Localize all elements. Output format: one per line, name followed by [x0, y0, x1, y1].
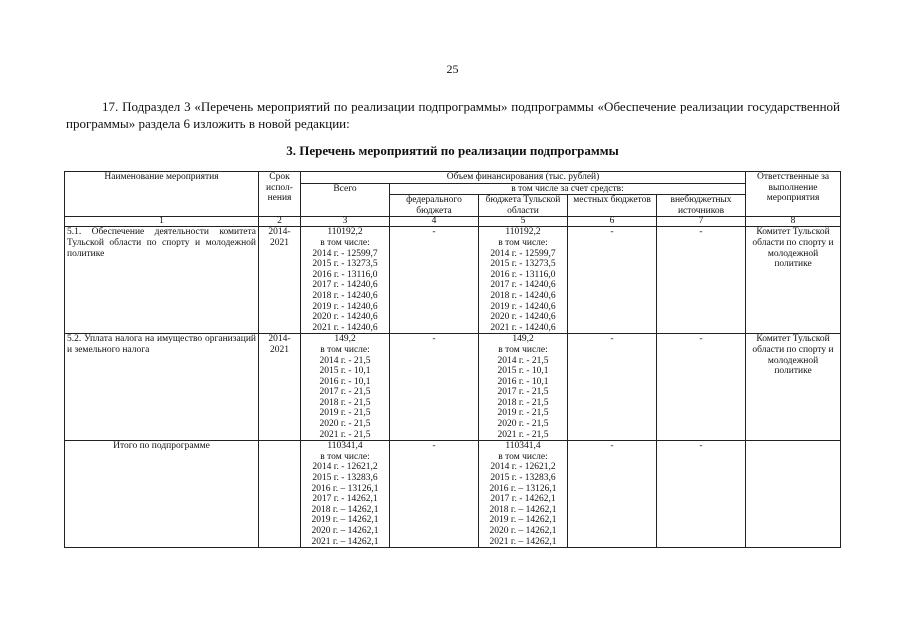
amount-line: 2015 г. - 13273,5 — [312, 259, 378, 270]
amount-line: в том числе: — [498, 451, 548, 462]
amount-line: 2017 г. - 14262,1 — [490, 494, 556, 505]
amount-line: 2015 г. - 13283,6 — [312, 473, 378, 484]
amount-line: 2018 г. - 21,5 — [497, 397, 549, 408]
amount-line: 2021 г. - 14240,6 — [490, 322, 556, 333]
amount-line: 2020 г. – 14262,1 — [489, 526, 557, 536]
amount-line: 2014 г. - 12599,7 — [312, 248, 378, 259]
amount-line: 2019 г. - 21,5 — [497, 408, 549, 419]
amount-line: 2018 г. - 14240,6 — [490, 290, 556, 301]
measure-name: 5.1. Обеспечение деятельности комитета Тульской области по спорту и молодежной политике — [65, 227, 259, 334]
amount-line: 2021 г. - 21,5 — [319, 429, 371, 440]
table-row-total — [65, 441, 841, 548]
amount-line: 149,2 — [512, 334, 534, 345]
amount-line: 2017 г. - 14240,6 — [490, 280, 556, 291]
amount-line: 2014 г. - 21,5 — [319, 355, 371, 366]
page-number: 25 — [446, 62, 459, 76]
header-financing: Объем финансирования (тыс. рублей) — [301, 172, 746, 184]
measure-name: 5.2. Уплата налога на имущество организаций и земельного налога — [65, 334, 259, 441]
col-number: 4 — [390, 217, 479, 227]
amount-line: 2017 г. - 21,5 — [497, 387, 549, 398]
amount-line: 2021 г. - 21,5 — [497, 429, 549, 440]
amount-line: 149,2 — [334, 334, 356, 345]
amount-line: 2016 г. - 10,1 — [497, 376, 549, 387]
amount-line: 110192,2 — [327, 227, 363, 238]
amount-line: 2014 г. - 12621,2 — [490, 462, 556, 473]
measure-total — [301, 441, 390, 548]
amount-line: 2020 г. - 21,5 — [319, 419, 371, 430]
amount-line: 2014 г. - 12621,2 — [312, 462, 378, 473]
measure-name: Итого по подпрограмме — [65, 441, 259, 548]
amount-line: в том числе: — [498, 237, 548, 248]
amount-line: 2019 г. - 14240,6 — [312, 301, 378, 312]
measure-responsible: Комитет Тульской области по спорту и молодежной политике — [746, 334, 841, 441]
measure-regional — [479, 441, 568, 548]
col-number: 6 — [568, 217, 657, 227]
amount-line: 2020 г. - 14240,6 — [312, 312, 378, 323]
measure-federal: - — [390, 227, 479, 334]
amount-line: 2017 г. - 14262,1 — [312, 494, 378, 505]
header-regional: бюджета Тульской области — [479, 195, 568, 217]
table-row — [65, 227, 841, 334]
amount-line: 2017 г. - 14240,6 — [312, 280, 378, 291]
measure-federal: - — [390, 334, 479, 441]
col-number: 3 — [301, 217, 390, 227]
table-row — [65, 334, 841, 441]
measures-table — [64, 171, 841, 548]
amount-line: 2016 г. - 13116,0 — [312, 269, 378, 280]
header-incl-sources: в том числе за счет средств: — [390, 183, 746, 195]
amount-line: 2019 г. - 14240,6 — [490, 301, 556, 312]
measure-responsible — [746, 441, 841, 548]
header-row-1 — [65, 172, 841, 184]
amount-line: в том числе: — [320, 451, 370, 462]
measure-extra: - — [657, 334, 746, 441]
amount-line: 2018 г. - 14240,6 — [312, 290, 378, 301]
amount-line: 2016 г. - 13116,0 — [490, 269, 556, 280]
measure-total — [301, 334, 390, 441]
measure-responsible: Комитет Тульской области по спорту и молодежной политике — [746, 227, 841, 334]
header-total: Всего — [301, 183, 390, 217]
col-number: 8 — [746, 217, 841, 227]
amount-line: 2020 г. – 14262,1 — [311, 526, 379, 536]
amount-line: 2015 г. - 13273,5 — [490, 259, 556, 270]
amount-line: 2021 г. – 14262,1 — [489, 536, 557, 547]
measure-federal: - — [390, 441, 479, 548]
measure-local: - — [568, 441, 657, 548]
amount-line: 2015 г. - 13283,6 — [490, 473, 556, 484]
column-number-row — [65, 217, 841, 227]
amount-line: 2016 г. - 10,1 — [319, 376, 371, 387]
amount-line: 2020 г. - 14240,6 — [490, 312, 556, 323]
col-number: 7 — [657, 217, 746, 227]
measure-total — [301, 227, 390, 334]
amount-line: 110341,4 — [327, 441, 363, 452]
col-number: 2 — [259, 217, 301, 227]
measure-term: 2014-2021 — [259, 227, 301, 334]
measure-regional — [479, 334, 568, 441]
measure-regional — [479, 227, 568, 334]
amount-line: 2019 г. – 14262,1 — [489, 515, 557, 526]
col-number: 5 — [479, 217, 568, 227]
amount-line: 2019 г. - 21,5 — [319, 408, 371, 419]
amount-line: в том числе: — [320, 237, 370, 248]
amount-line: 2018 г. - 21,5 — [319, 397, 371, 408]
amount-line: 2015 г. - 10,1 — [319, 366, 371, 377]
measure-term: 2014-2021 — [259, 334, 301, 441]
section-title: 3. Перечень мероприятий по реализации подпрограммы — [286, 143, 619, 158]
header-federal: федерального бюджета — [390, 195, 479, 217]
amount-line: 2020 г. - 21,5 — [497, 419, 549, 430]
header-responsible: Ответственные за выполнение мероприятия — [746, 172, 841, 217]
measure-extra: - — [657, 441, 746, 548]
amount-line: 2017 г. - 21,5 — [319, 387, 371, 398]
header-extra: внебюджетных источников — [657, 195, 746, 217]
amount-line: 2021 г. – 14262,1 — [311, 536, 379, 547]
amount-line: в том числе: — [320, 344, 370, 355]
amount-line: 2015 г. - 10,1 — [497, 366, 549, 377]
measure-local: - — [568, 227, 657, 334]
header-local: местных бюджетов — [568, 195, 657, 217]
measure-term — [259, 441, 301, 548]
header-term: Срок испол-нения — [259, 172, 301, 217]
amount-line: 2014 г. - 21,5 — [497, 355, 549, 366]
header-name: Наименование мероприятия — [65, 172, 259, 217]
amendment-paragraph: 17. Подраздел 3 «Перечень мероприятий по реализации подпрограммы» подпрограммы «Обеспечение реализации государственной программы» раздела 6 изложить в новой редакции: — [66, 99, 840, 131]
amount-line: 2019 г. – 14262,1 — [311, 515, 379, 526]
amount-line: 110341,4 — [505, 441, 541, 452]
col-number: 1 — [65, 217, 259, 227]
amount-line: 2016 г. – 13126,1 — [311, 483, 379, 494]
measure-extra: - — [657, 227, 746, 334]
amount-line: 2018 г. – 14262,1 — [489, 504, 557, 515]
amount-line: 110192,2 — [505, 227, 541, 238]
amount-line: 2021 г. - 14240,6 — [312, 322, 378, 333]
amount-line: в том числе: — [498, 344, 548, 355]
measure-local: - — [568, 334, 657, 441]
amount-line: 2014 г. - 12599,7 — [490, 248, 556, 259]
amount-line: 2018 г. – 14262,1 — [311, 504, 379, 515]
amount-line: 2016 г. – 13126,1 — [489, 483, 557, 494]
